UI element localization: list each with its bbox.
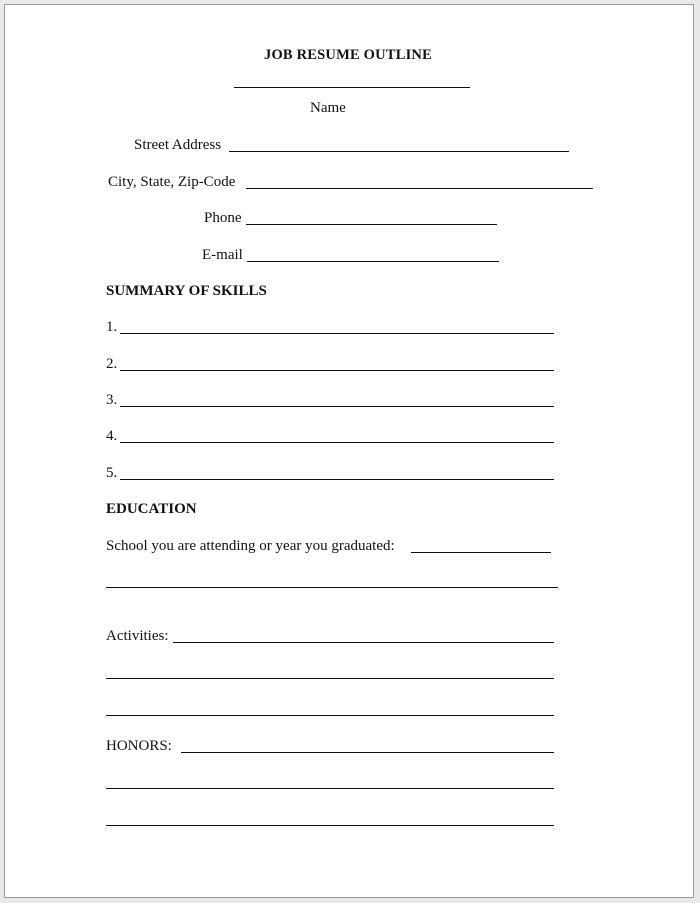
email-line[interactable] xyxy=(247,261,499,262)
street-address-label: Street Address xyxy=(134,137,222,153)
school-line[interactable] xyxy=(411,552,551,553)
skill-line-1[interactable] xyxy=(120,333,554,334)
honors-line[interactable] xyxy=(181,752,554,753)
education-heading: EDUCATION xyxy=(106,501,197,517)
name-line[interactable] xyxy=(234,87,470,88)
honors-line-3[interactable] xyxy=(106,825,554,826)
email-label: E-mail xyxy=(202,247,243,263)
phone-label: Phone xyxy=(204,210,242,226)
skill-line-5[interactable] xyxy=(120,479,554,480)
skills-heading: SUMMARY OF SKILLS xyxy=(106,283,267,299)
city-state-zip-label: City, State, Zip-Code xyxy=(108,174,236,190)
school-label: School you are attending or year you graduated: xyxy=(106,538,395,554)
school-line-2[interactable] xyxy=(106,587,558,588)
skill-number: 3. xyxy=(106,392,118,408)
skill-line-2[interactable] xyxy=(120,370,554,371)
city-state-zip-line[interactable] xyxy=(246,188,593,189)
skill-line-3[interactable] xyxy=(120,406,554,407)
resume-form-page xyxy=(4,4,694,898)
document-title: JOB RESUME OUTLINE xyxy=(264,47,432,63)
activities-line[interactable] xyxy=(173,642,554,643)
phone-line[interactable] xyxy=(246,224,497,225)
skill-number: 1. xyxy=(106,319,118,335)
activities-label: Activities: xyxy=(106,628,169,644)
honors-line-2[interactable] xyxy=(106,788,554,789)
skill-number: 5. xyxy=(106,465,118,481)
honors-label: HONORS: xyxy=(106,738,172,754)
activities-line-3[interactable] xyxy=(106,715,554,716)
skill-number: 4. xyxy=(106,428,118,444)
skill-number: 2. xyxy=(106,356,118,372)
skill-line-4[interactable] xyxy=(120,442,554,443)
activities-line-2[interactable] xyxy=(106,678,554,679)
name-label: Name xyxy=(310,100,346,116)
street-address-line[interactable] xyxy=(229,151,569,152)
